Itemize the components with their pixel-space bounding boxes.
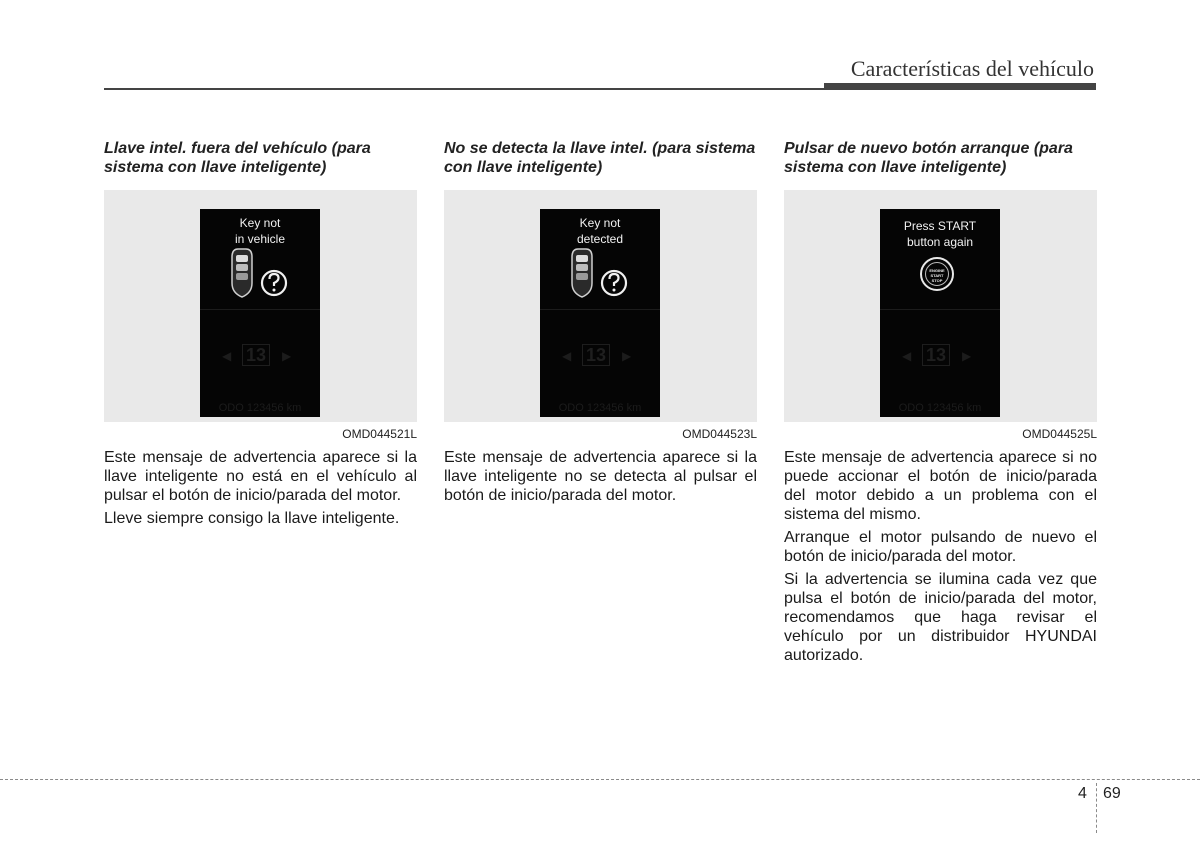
page-number: 69 <box>1103 785 1121 802</box>
odometer-readout: ODO 123456 km <box>898 402 982 414</box>
left-arrow-icon: ◀ <box>562 349 572 363</box>
smart-key-question-icon <box>568 247 630 305</box>
footer-vertical-rule <box>1096 783 1097 833</box>
start-button-line: START <box>930 273 944 278</box>
gear-indicator: 13 <box>922 344 950 366</box>
figure-cluster-display <box>104 190 417 422</box>
body-paragraph: Este mensaje de advertencia aparece si la llave inteligente no se detecta al pulsar el botón de inicio/parada del motor. <box>444 449 757 504</box>
smart-key-question-icon <box>228 247 290 305</box>
display-message <box>880 218 1000 250</box>
section-key-not-detected <box>444 139 757 505</box>
display-message-line: Key not <box>579 216 621 230</box>
footer-rule <box>0 779 1200 780</box>
figure-code: OMD044523L <box>682 427 757 441</box>
engine-start-stop-icon <box>920 257 954 291</box>
display-message-line: detected <box>576 232 624 246</box>
cluster-display <box>540 209 660 417</box>
page-header-title: Características del vehículo <box>850 56 1094 81</box>
figure-cluster-display <box>444 190 757 422</box>
figure-code: OMD044525L <box>1022 427 1097 441</box>
cluster-display <box>880 209 1000 417</box>
cluster-display <box>200 209 320 417</box>
display-message-line: in vehicle <box>234 232 286 246</box>
display-message <box>200 215 320 247</box>
section-heading: No se detecta la llave intel. (para sistema con llave inteligente) <box>444 140 756 176</box>
section-heading: Llave intel. fuera del vehículo (para sistema con llave inteligente) <box>104 140 371 176</box>
body-paragraph: Este mensaje de advertencia aparece si la llave inteligente no está en el vehículo al pulsar el botón de inicio/parada del motor. <box>104 449 417 504</box>
body-paragraph: Lleve siempre consigo la llave inteligente. <box>104 510 400 527</box>
display-divider <box>540 309 660 310</box>
right-arrow-icon: ▶ <box>622 349 632 363</box>
figure-cluster-display <box>784 190 1097 422</box>
gear-indicator: 13 <box>582 344 610 366</box>
odometer-readout: ODO 123456 km <box>218 402 302 414</box>
right-arrow-icon: ▶ <box>962 349 972 363</box>
section-heading: Pulsar de nuevo botón arranque (para sistema con llave inteligente) <box>784 140 1073 176</box>
right-arrow-icon: ▶ <box>282 349 292 363</box>
display-message-line: button again <box>906 235 974 249</box>
display-divider <box>200 309 320 310</box>
body-paragraph: Este mensaje de advertencia aparece si no puede accionar el botón de inicio/parada del motor debido a un problema con el sistema del mismo. <box>784 449 1097 523</box>
chapter-number: 4 <box>1078 785 1087 802</box>
body-paragraph: Si la advertencia se ilumina cada vez que pulsa el botón de inicio/parada del motor, recomendamos que haga revisar el vehículo por un distribuidor HYUNDAI autorizado. <box>784 571 1097 664</box>
body-paragraph: Arranque el motor pulsando de nuevo el botón de inicio/parada del motor. <box>784 529 1097 565</box>
gear-indicator: 13 <box>242 344 270 366</box>
display-message-line: Press START <box>903 219 977 233</box>
left-arrow-icon: ◀ <box>222 349 232 363</box>
figure-code: OMD044521L <box>342 427 417 441</box>
section-press-start-again <box>784 139 1097 665</box>
display-message <box>540 215 660 247</box>
left-arrow-icon: ◀ <box>902 349 912 363</box>
header-rule <box>104 88 1096 90</box>
start-button-line: ENGINE <box>929 268 945 273</box>
section-key-not-in-vehicle <box>104 139 417 528</box>
display-message-line: Key not <box>239 216 281 230</box>
display-divider <box>880 309 1000 310</box>
odometer-readout: ODO 123456 km <box>558 402 642 414</box>
start-button-line: STOP <box>931 278 943 283</box>
start-button-label <box>925 262 949 286</box>
